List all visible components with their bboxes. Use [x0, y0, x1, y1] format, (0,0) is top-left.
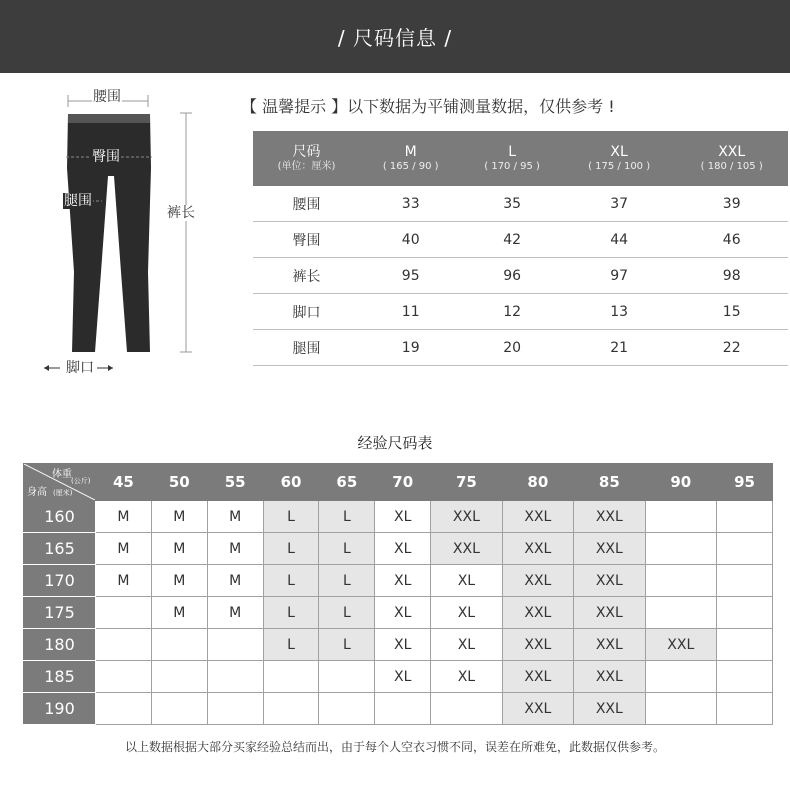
- exp-cell: M: [96, 533, 152, 565]
- exp-cell: XXL: [574, 533, 645, 565]
- spec-row: [253, 294, 788, 330]
- spec-cell: 12: [461, 294, 562, 330]
- exp-cell: [151, 629, 207, 661]
- exp-cell: [207, 629, 263, 661]
- measurement-tip: 【 温馨提示 】以下数据为平铺测量数据，仅供参考 !: [241, 97, 615, 116]
- exp-cell: M: [151, 501, 207, 533]
- height-header: 175: [24, 597, 96, 629]
- length-label: 裤长: [167, 205, 195, 221]
- exp-cell: XXL: [645, 629, 716, 661]
- exp-cell: M: [151, 597, 207, 629]
- height-header: 160: [24, 501, 96, 533]
- exp-cell: XXL: [502, 629, 573, 661]
- exp-cell: XXL: [574, 501, 645, 533]
- exp-header-row: [24, 464, 773, 501]
- exp-cell: L: [319, 533, 375, 565]
- exp-row: [24, 629, 773, 661]
- exp-cell: [151, 693, 207, 725]
- exp-cell: [717, 597, 773, 629]
- exp-cell: [717, 629, 773, 661]
- weight-header: 95: [717, 464, 773, 501]
- pants-illustration: [0, 80, 230, 390]
- spec-row: [253, 330, 788, 366]
- hem-label: 脚口: [66, 360, 94, 376]
- exp-cell: XXL: [502, 565, 573, 597]
- exp-cell: XXL: [431, 501, 502, 533]
- exp-cell: [151, 661, 207, 693]
- spec-cell: 37: [563, 186, 676, 222]
- exp-cell: M: [207, 501, 263, 533]
- spec-col-l: L ( 170 / 95 ): [461, 131, 562, 186]
- spec-cell: 42: [461, 222, 562, 258]
- exp-row: [24, 565, 773, 597]
- exp-cell: XL: [375, 629, 431, 661]
- page-title: / 尺码信息 /: [337, 26, 453, 50]
- exp-cell: [645, 501, 716, 533]
- exp-cell: XL: [375, 565, 431, 597]
- exp-cell: XL: [375, 501, 431, 533]
- exp-cell: XL: [431, 565, 502, 597]
- exp-row: [24, 501, 773, 533]
- exp-cell: XL: [375, 597, 431, 629]
- exp-row: [24, 533, 773, 565]
- exp-cell: XXL: [502, 693, 573, 725]
- exp-cell: [431, 693, 502, 725]
- exp-cell: XXL: [574, 565, 645, 597]
- spec-cell: 33: [360, 186, 461, 222]
- spec-cell: 21: [563, 330, 676, 366]
- spec-cell: 44: [563, 222, 676, 258]
- exp-cell: [717, 565, 773, 597]
- exp-cell: XXL: [574, 597, 645, 629]
- exp-row: [24, 597, 773, 629]
- exp-cell: [645, 661, 716, 693]
- spec-cell: 96: [461, 258, 562, 294]
- spec-col-m: M ( 165 / 90 ): [360, 131, 461, 186]
- exp-cell: L: [263, 501, 319, 533]
- exp-cell: [645, 693, 716, 725]
- height-header: 185: [24, 661, 96, 693]
- exp-cell: L: [263, 565, 319, 597]
- size-spec-table: [253, 131, 788, 366]
- exp-cell: L: [319, 597, 375, 629]
- exp-cell: [319, 693, 375, 725]
- exp-cell: XL: [431, 629, 502, 661]
- exp-cell: M: [96, 501, 152, 533]
- exp-cell: [717, 693, 773, 725]
- exp-cell: [96, 661, 152, 693]
- experience-table-title: 经验尺码表: [357, 434, 433, 452]
- exp-cell: [375, 693, 431, 725]
- spec-row-label: 脚口: [253, 294, 360, 330]
- weight-header: 70: [375, 464, 431, 501]
- exp-row: [24, 693, 773, 725]
- spec-cell: 22: [675, 330, 788, 366]
- height-header: 180: [24, 629, 96, 661]
- waist-label: 腰围: [93, 89, 121, 105]
- thigh-label: 腿围: [64, 193, 92, 209]
- exp-cell: XXL: [502, 661, 573, 693]
- exp-corner-cell: 体重 (公斤) 身高 (厘米): [24, 464, 96, 501]
- exp-cell: XL: [431, 597, 502, 629]
- exp-cell: [207, 661, 263, 693]
- exp-cell: M: [151, 565, 207, 597]
- spec-row-label: 腿围: [253, 330, 360, 366]
- exp-cell: [263, 661, 319, 693]
- exp-cell: XXL: [574, 629, 645, 661]
- spec-cell: 39: [675, 186, 788, 222]
- spec-row: [253, 258, 788, 294]
- exp-cell: [645, 565, 716, 597]
- spec-body: [253, 186, 788, 366]
- weight-header: 75: [431, 464, 502, 501]
- weight-header: 45: [96, 464, 152, 501]
- weight-header: 65: [319, 464, 375, 501]
- exp-cell: XL: [431, 661, 502, 693]
- page-header: [0, 0, 790, 73]
- exp-cell: L: [319, 501, 375, 533]
- exp-cell: XXL: [502, 533, 573, 565]
- exp-cell: [717, 533, 773, 565]
- height-header: 165: [24, 533, 96, 565]
- spec-cell: 13: [563, 294, 676, 330]
- exp-cell: M: [96, 565, 152, 597]
- spec-cell: 20: [461, 330, 562, 366]
- exp-cell: [96, 693, 152, 725]
- spec-cell: 97: [563, 258, 676, 294]
- spec-row: [253, 186, 788, 222]
- spec-row-label: 臀围: [253, 222, 360, 258]
- exp-cell: [263, 693, 319, 725]
- exp-cell: [717, 501, 773, 533]
- exp-cell: [96, 597, 152, 629]
- hip-label: 臀围: [92, 149, 120, 165]
- spec-cell: 15: [675, 294, 788, 330]
- spec-cell: 19: [360, 330, 461, 366]
- exp-cell: XL: [375, 661, 431, 693]
- spec-cell: 95: [360, 258, 461, 294]
- exp-cell: [717, 661, 773, 693]
- exp-cell: L: [263, 629, 319, 661]
- spec-row-label: 腰围: [253, 186, 360, 222]
- exp-cell: L: [263, 533, 319, 565]
- weight-header: 90: [645, 464, 716, 501]
- exp-cell: M: [207, 533, 263, 565]
- experience-size-table: [23, 463, 773, 725]
- weight-header: 50: [151, 464, 207, 501]
- exp-cell: [207, 693, 263, 725]
- exp-cell: XXL: [502, 501, 573, 533]
- spec-cell: 35: [461, 186, 562, 222]
- footnote: 以上数据根据大部分买家经验总结而出，由于每个人空衣习惯不同，误差在所难免，此数据仅供参考。: [124, 740, 665, 754]
- exp-cell: [645, 533, 716, 565]
- spec-cell: 98: [675, 258, 788, 294]
- pants-diagram: [0, 80, 230, 390]
- spec-cell: 40: [360, 222, 461, 258]
- exp-cell: [319, 661, 375, 693]
- exp-cell: M: [151, 533, 207, 565]
- spec-corner-cell: 尺码 (单位：厘米): [253, 131, 360, 186]
- spec-cell: 46: [675, 222, 788, 258]
- exp-cell: XXL: [574, 661, 645, 693]
- exp-cell: [645, 597, 716, 629]
- exp-cell: L: [319, 565, 375, 597]
- height-header: 190: [24, 693, 96, 725]
- weight-header: 85: [574, 464, 645, 501]
- exp-cell: L: [319, 629, 375, 661]
- exp-body: [24, 501, 773, 725]
- weight-header: 55: [207, 464, 263, 501]
- exp-row: [24, 661, 773, 693]
- exp-cell: XXL: [574, 693, 645, 725]
- exp-cell: XXL: [502, 597, 573, 629]
- spec-col-xxl: XXL ( 180 / 105 ): [675, 131, 788, 186]
- exp-cell: [96, 629, 152, 661]
- exp-cell: XXL: [431, 533, 502, 565]
- spec-row: [253, 222, 788, 258]
- weight-header: 60: [263, 464, 319, 501]
- spec-cell: 11: [360, 294, 461, 330]
- height-header: 170: [24, 565, 96, 597]
- spec-row-label: 裤长: [253, 258, 360, 294]
- exp-cell: L: [263, 597, 319, 629]
- spec-col-xl: XL ( 175 / 100 ): [563, 131, 676, 186]
- exp-cell: M: [207, 597, 263, 629]
- weight-header: 80: [502, 464, 573, 501]
- spec-header-row: [253, 131, 788, 186]
- exp-cell: XL: [375, 533, 431, 565]
- exp-cell: M: [207, 565, 263, 597]
